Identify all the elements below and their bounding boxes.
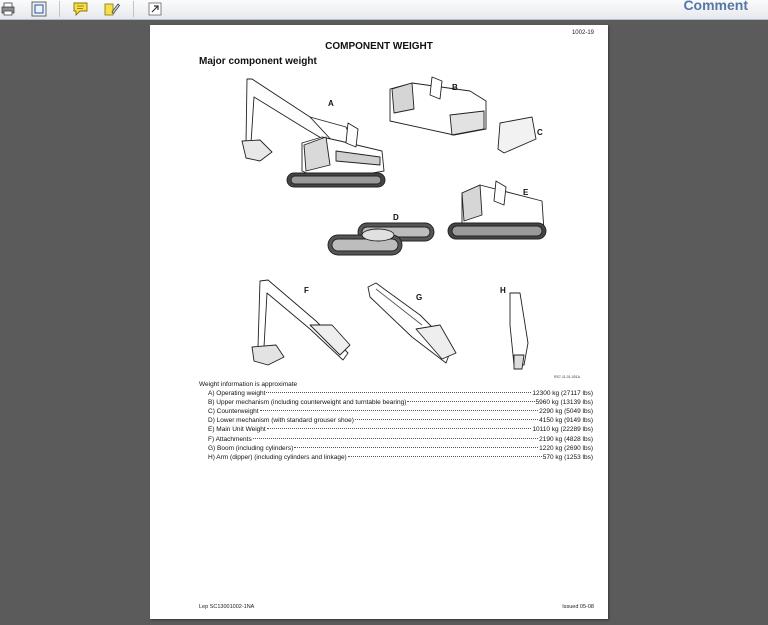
comment-bubble-icon xyxy=(72,1,89,17)
toolbar-divider xyxy=(59,1,60,17)
callout-c: C xyxy=(537,128,543,137)
weight-label: F) Attachments xyxy=(208,435,252,443)
leader-dots xyxy=(260,410,539,411)
weight-label: B) Upper mechanism (including counterweight and turntable bearing) xyxy=(208,399,407,407)
component-illustration xyxy=(150,25,608,385)
callout-a: A xyxy=(328,99,334,108)
weight-row xyxy=(199,453,593,462)
weight-value: 10110 kg (22289 lbs) xyxy=(532,426,593,434)
weight-row xyxy=(199,407,593,416)
arm-h-drawing xyxy=(510,293,528,369)
callout-b: B xyxy=(452,83,458,92)
highlight-button[interactable] xyxy=(100,0,122,18)
leader-dots xyxy=(348,456,542,457)
section-subtitle: Major component weight xyxy=(199,56,317,67)
weight-row xyxy=(199,398,593,407)
document-page xyxy=(150,25,608,619)
weight-value: 5960 kg (13139 lbs) xyxy=(535,399,593,407)
page-code: 1002-19 xyxy=(571,30,594,36)
weight-label: G) Boom (including cylinders) xyxy=(208,444,294,452)
fit-page-button[interactable] xyxy=(28,0,50,18)
weight-label: D) Lower mechanism (with standard grouser shoe) xyxy=(208,417,354,425)
expand-button[interactable] xyxy=(144,0,166,18)
weight-row xyxy=(199,389,593,398)
callout-d: D xyxy=(393,213,399,222)
weight-row xyxy=(199,425,593,434)
comment-button[interactable] xyxy=(69,0,91,18)
excavator-a-drawing xyxy=(242,79,385,187)
weight-row xyxy=(199,416,593,425)
upper-mechanism-b-drawing xyxy=(390,77,486,135)
callout-g: G xyxy=(416,293,423,302)
weight-value: 2290 kg (5049 lbs) xyxy=(539,408,593,416)
weight-label: E) Main Unit Weight xyxy=(208,426,266,434)
highlight-pen-icon xyxy=(103,1,120,17)
boom-g-drawing xyxy=(368,283,456,363)
callout-f: F xyxy=(304,286,309,295)
weights-list xyxy=(199,380,593,462)
weight-label: A) Operating weight xyxy=(208,390,266,398)
leader-dots xyxy=(253,438,538,439)
weight-label: H) Arm (dipper) (including cylinders and linkage) xyxy=(208,453,347,461)
main-unit-e-drawing xyxy=(448,181,546,239)
fit-page-icon xyxy=(31,1,47,17)
weight-value: 4150 kg (9149 lbs) xyxy=(539,417,593,425)
weight-value: 570 kg (1253 lbs) xyxy=(542,453,593,461)
leader-dots xyxy=(266,392,531,393)
leader-dots xyxy=(294,447,538,448)
weight-row xyxy=(199,435,593,444)
attachments-f-drawing xyxy=(252,280,350,365)
lower-mechanism-d-drawing xyxy=(328,223,434,255)
leader-dots xyxy=(407,401,534,402)
figure-reference: RS7-11-01-001A xyxy=(554,375,581,379)
callout-e: E xyxy=(523,188,529,197)
leader-dots xyxy=(355,419,538,420)
print-icon xyxy=(1,2,15,16)
weight-value: 12300 kg (27117 lbs) xyxy=(532,390,593,398)
toolbar-divider xyxy=(133,1,134,17)
viewer-toolbar xyxy=(0,0,768,20)
expand-icon xyxy=(148,2,162,16)
counterweight-c-drawing xyxy=(498,117,536,153)
weight-label: C) Counterweight xyxy=(208,408,259,416)
page-title: COMPONENT WEIGHT xyxy=(325,41,433,52)
footer-issue-date: Issued 05-08 xyxy=(562,604,594,610)
weight-value: 1220 kg (2690 lbs) xyxy=(539,444,593,452)
weights-note: Weight information is approximate xyxy=(199,381,298,388)
leader-dots xyxy=(267,428,532,429)
footer-doc-id: Lep SC13001002-1NA xyxy=(199,604,255,610)
print-button[interactable] xyxy=(0,0,16,18)
comment-panel-label[interactable]: Comment xyxy=(683,0,748,13)
weight-value: 2190 kg (4828 lbs) xyxy=(539,435,593,443)
weight-row xyxy=(199,444,593,453)
callout-h: H xyxy=(500,286,506,295)
